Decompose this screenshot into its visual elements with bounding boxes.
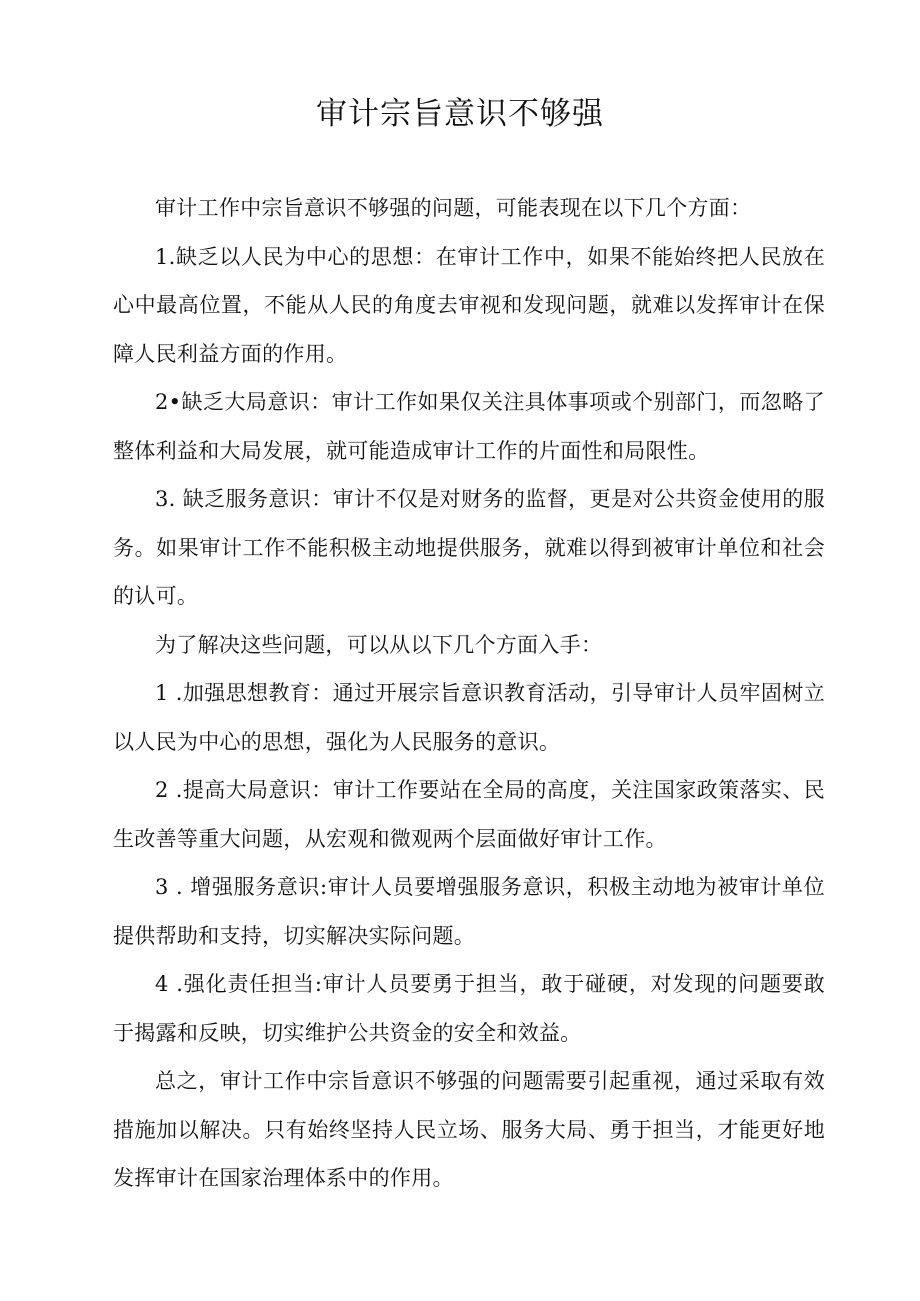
- paragraph-solution-3: 3 . 增强服务意识:审计人员要增强服务意识，积极主动地为被审计单位提供帮助和支持，切实解决实际问题。: [113, 875, 825, 948]
- document-body: [113, 184, 825, 1203]
- paragraph-solution-2: 2 .提高大局意识：审计工作要站在全局的高度，关注国家政策落实、民生改善等重大问题，从宏观和微观两个层面做好审计工作。: [113, 778, 825, 851]
- paragraph-solution-1: 1 .加强思想教育：通过开展宗旨意识教育活动，引导审计人员牢固树立以人民为中心的思想，强化为人民服务的意识。: [113, 681, 825, 754]
- paragraph-solutions-intro: 为了解决这些问题，可以从以下几个方面入手：: [155, 632, 603, 657]
- paragraph-issue-3: 3. 缺乏服务意识：审计不仅是对财务的监督，更是对公共资金使用的服务。如果审计工作不能积极主动地提供服务，就难以得到被审计单位和社会的认可。: [113, 487, 825, 608]
- paragraph-issue-2: 2•缺乏大局意识：审计工作如果仅关注具体事项或个别部门，而忽略了整体利益和大局发展，就可能造成审计工作的片面性和局限性。: [113, 390, 825, 463]
- paragraph-solution-4: 4 .强化责任担当:审计人员要勇于担当，敢于碰硬，对发现的问题要敢于揭露和反映，切实维护公共资金的安全和效益。: [113, 972, 825, 1045]
- paragraph-conclusion: 总之，审计工作中宗旨意识不够强的问题需要引起重视，通过采取有效措施加以解决。只有始终坚持人民立场、服务大局、勇于担当，才能更好地发挥审计在国家治理体系中的作用。: [113, 1069, 825, 1190]
- paragraph-intro: 审计工作中宗旨意识不够强的问题，可能表现在以下几个方面：: [155, 196, 752, 220]
- paragraph-issue-1: 1.缺乏以人民为中心的思想：在审计工作中，如果不能始终把人民放在心中最高位置，不能从人民的角度去审视和发现问题，就难以发挥审计在保障人民利益方面的作用。: [113, 244, 825, 366]
- document-title: 审计宗旨意识不够强: [316, 96, 604, 132]
